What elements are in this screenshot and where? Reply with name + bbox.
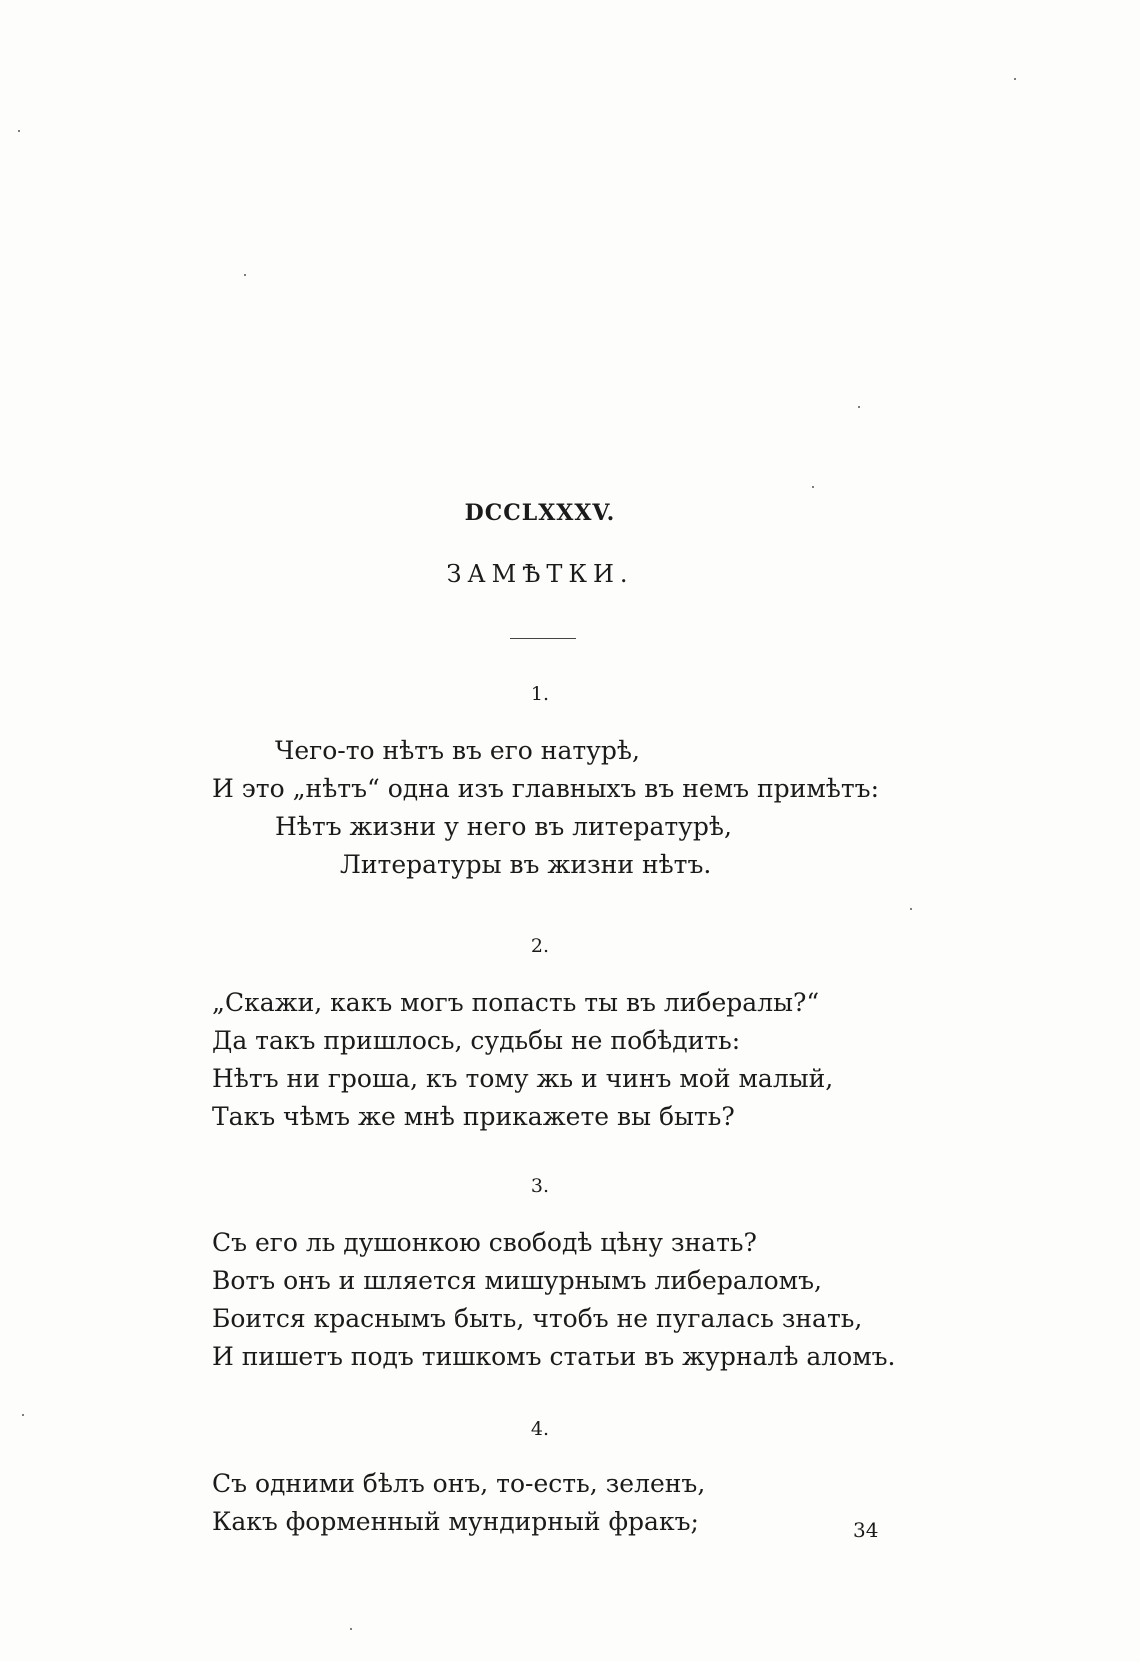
poem-number: DCCLXXXV. xyxy=(464,500,616,526)
verse-line: Нѣтъ ни гроша, къ тому жь и чинъ мой малый, xyxy=(212,1064,834,1093)
poem-title: ЗАМѢТКИ. xyxy=(446,560,634,588)
verse-line: Да такъ пришлось, судьбы не побѣдить: xyxy=(212,1026,741,1055)
verse-line: Нѣтъ жизни у него въ литературѣ, xyxy=(275,812,732,841)
scan-speck xyxy=(812,486,814,488)
section-number-2: 2. xyxy=(530,935,550,957)
verse-line: И это „нѣтъ“ одна изъ главныхъ въ немъ примѣтъ: xyxy=(212,774,880,803)
verse-line: Какъ форменный мундирный фракъ; xyxy=(212,1507,699,1536)
scan-speck xyxy=(858,406,860,408)
section-number-4: 4. xyxy=(530,1418,550,1440)
scan-speck xyxy=(18,130,20,132)
scan-speck xyxy=(244,274,246,276)
verse-line: И пишетъ подъ тишкомъ статьи въ журналѣ аломъ. xyxy=(212,1342,896,1371)
section-number-3: 3. xyxy=(530,1175,550,1197)
scan-speck xyxy=(1014,78,1016,80)
verse-line: „Скажи, какъ могъ попасть ты въ либералы?“ xyxy=(212,988,820,1017)
verse-line: Вотъ онъ и шляется мишурнымъ либераломъ, xyxy=(212,1266,822,1295)
scan-speck xyxy=(22,1414,24,1416)
title-divider xyxy=(510,638,576,639)
verse-line: Съ его ль душонкою свободѣ цѣну знать? xyxy=(212,1228,757,1257)
page-number: 34 xyxy=(853,1518,879,1542)
scan-speck xyxy=(910,908,912,910)
verse-line: Такъ чѣмъ же мнѣ прикажете вы быть? xyxy=(212,1102,735,1131)
verse-line: Чего-то нѣтъ въ его натурѣ, xyxy=(275,736,640,765)
verse-line: Боится краснымъ быть, чтобъ не пугалась знать, xyxy=(212,1304,863,1333)
scan-speck xyxy=(350,1628,352,1630)
section-number-1: 1. xyxy=(530,683,550,705)
verse-line: Съ одними бѣлъ онъ, то-есть, зеленъ, xyxy=(212,1469,706,1498)
verse-line: Литературы въ жизни нѣтъ. xyxy=(340,850,712,879)
